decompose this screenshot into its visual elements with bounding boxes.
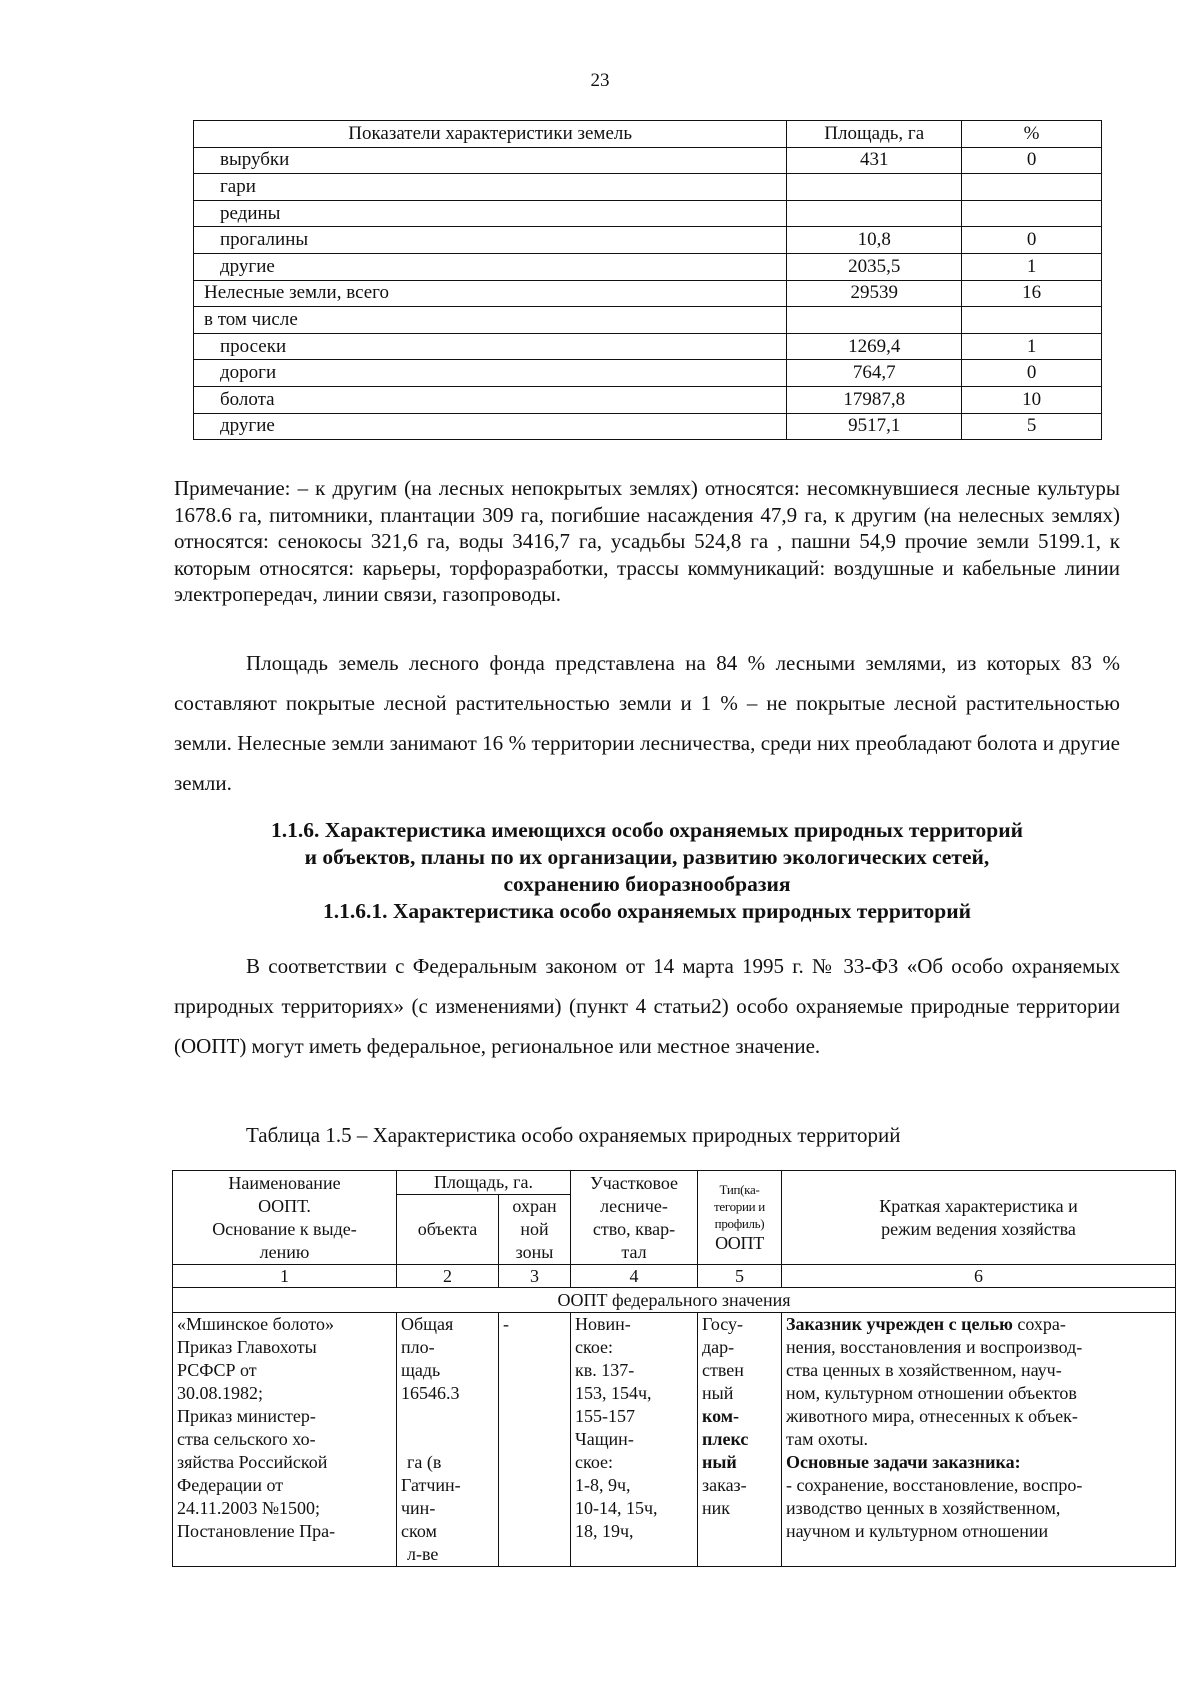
row-area: 9517,1 xyxy=(787,413,962,440)
row-area: 431 xyxy=(787,147,962,174)
row-percent: 16 xyxy=(962,280,1102,307)
row-percent: 1 xyxy=(962,253,1102,280)
row-area: 764,7 xyxy=(787,360,962,387)
row-area xyxy=(787,200,962,227)
table-row xyxy=(194,174,1102,201)
oopt-description-cell: Заказник учрежден с целью сохра- нения, восстановления и воспроизвод- ства ценных в хозяйственном, науч- ном, культурном отношении объектов животного мира, отнесенных к объек- там охоты. Основные задачи заказника: - сохранение, восстановление, воспро- изводство ценных в хозяйственном, научном и культурном отношении xyxy=(782,1313,1176,1567)
section-row xyxy=(173,1288,1176,1313)
row-label: редины xyxy=(194,200,787,227)
row-percent: 0 xyxy=(962,360,1102,387)
row-area: 17987,8 xyxy=(787,386,962,413)
table-row xyxy=(194,413,1102,440)
table-caption: Таблица 1.5 – Характеристика особо охраняемых природных территорий xyxy=(246,1123,901,1147)
header-name: Наименование ООПТ. Основание к выде- лению xyxy=(173,1171,397,1265)
section-label: ООПТ федерального значения xyxy=(173,1288,1176,1313)
law-paragraph xyxy=(174,946,1120,1066)
page-number: 23 xyxy=(590,70,610,91)
row-percent: 5 xyxy=(962,413,1102,440)
row-area: 1269,4 xyxy=(787,333,962,360)
column-number-row xyxy=(173,1265,1176,1288)
column-number: 3 xyxy=(499,1265,571,1288)
table-header-row xyxy=(173,1171,1176,1195)
header-percent: % xyxy=(962,121,1102,148)
paragraph-text: В соответствии с Федеральным законом от 14 марта 1995 г. № 33-ФЗ «Об особо охраняемых природных территориях» (с изменениями) (пункт 4 статьи2) особо охраняемые природные территории (ООПТ) могут иметь федеральное, региональное или местное значение. xyxy=(174,954,1120,1058)
row-label: просеки xyxy=(194,333,787,360)
header-zone-area: охран ной зоны xyxy=(499,1195,571,1265)
row-percent xyxy=(962,200,1102,227)
row-percent: 0 xyxy=(962,227,1102,254)
row-label: в том числе xyxy=(194,307,787,334)
table-row xyxy=(194,280,1102,307)
row-area: 29539 xyxy=(787,280,962,307)
row-area xyxy=(787,307,962,334)
header-type: Тип(ка- тегории и профиль) ООПТ xyxy=(698,1171,782,1265)
header-description: Краткая характеристика и режим ведения хозяйства xyxy=(782,1171,1176,1265)
row-label: Нелесные земли, всего xyxy=(194,280,787,307)
oopt-zone-cell: - xyxy=(499,1313,571,1567)
table-row xyxy=(194,307,1102,334)
oopt-table xyxy=(172,1170,1176,1567)
heading-line: 1.1.6. Характеристика имеющихся особо охраняемых природных территорий xyxy=(270,818,1024,842)
table-row xyxy=(194,227,1102,254)
row-label: прогалины xyxy=(194,227,787,254)
heading-line: сохранению биоразнообразия xyxy=(503,872,791,896)
row-percent xyxy=(962,174,1102,201)
table-row xyxy=(194,147,1102,174)
row-label: другие xyxy=(194,413,787,440)
row-label: другие xyxy=(194,253,787,280)
header-area: Площадь, га. xyxy=(397,1171,571,1195)
header-area: Площадь, га xyxy=(787,121,962,148)
row-label: болота xyxy=(194,386,787,413)
column-number: 6 xyxy=(782,1265,1176,1288)
header-object-area: объекта xyxy=(397,1195,499,1265)
oopt-area-cell: Общая пло- щадь 16546.3 га (в Гатчин- чин- ском л-ве xyxy=(397,1313,499,1567)
table-row xyxy=(194,360,1102,387)
table-row xyxy=(194,386,1102,413)
header-district: Участковое лесниче- ство, квар- тал xyxy=(571,1171,698,1265)
table-row xyxy=(173,1313,1176,1567)
header-indicator: Показатели характеристики земель xyxy=(194,121,787,148)
table-row xyxy=(194,253,1102,280)
note-paragraph: Примечание: – к другим (на лесных непокрытых землях) относятся: несомкнувшиеся лесные культуры 1678.6 га, питомники, плантации 309 га, погибшие насаждения 47,9 га, к другим (на нелесных землях) относятся: сенокосы 321,6 га, воды 3416,7 га, усадьбы 524,8 га , пашни 54,9 прочие земли 5199.1, к которым относятся: карьеры, торфоразработки, трассы коммуникаций: воздушные и кабельные линии электропередач, линии связи, газопроводы. xyxy=(174,476,1120,606)
table-header-row xyxy=(194,121,1102,148)
table-row xyxy=(194,333,1102,360)
row-label: гари xyxy=(194,174,787,201)
land-characteristics-table xyxy=(193,120,1102,440)
subsection-heading: 1.1.6.1. Характеристика особо охраняемых природных территорий xyxy=(323,899,971,923)
row-label: дороги xyxy=(194,360,787,387)
row-percent: 0 xyxy=(962,147,1102,174)
row-label: вырубки xyxy=(194,147,787,174)
column-number: 1 xyxy=(173,1265,397,1288)
row-area xyxy=(787,174,962,201)
paragraph-text: Площадь земель лесного фонда представлена на 84 % лесными землями, из которых 83 % составляют покрытые лесной растительностью земли и 1 % – не покрытые лесной растительностью земли. Нелесные земли занимают 16 % территории лесничества, среди них преобладают болота и другие земли. xyxy=(174,651,1120,795)
row-percent: 1 xyxy=(962,333,1102,360)
oopt-name-cell: «Мшинское болото» Приказ Главохоты РСФСР от 30.08.1982; Приказ министер- ства сельского хо- зяйства Российской Федерации от 24.11.2003 №1500; Постановление Пра- xyxy=(173,1313,397,1567)
forest-share-paragraph xyxy=(174,643,1120,803)
column-number: 2 xyxy=(397,1265,499,1288)
oopt-type-cell: Госу- дар- ствен ный ком- плекс ный заказ- ник xyxy=(698,1313,782,1567)
row-percent xyxy=(962,307,1102,334)
row-area: 2035,5 xyxy=(787,253,962,280)
column-number: 4 xyxy=(571,1265,698,1288)
column-number: 5 xyxy=(698,1265,782,1288)
row-area: 10,8 xyxy=(787,227,962,254)
oopt-district-cell: Новин- ское: кв. 137- 153, 154ч, 155-157 Чащин- ское: 1-8, 9ч, 10-14, 15ч, 18, 19ч, xyxy=(571,1313,698,1567)
heading-line: и объектов, планы по их организации, развитию экологических сетей, xyxy=(304,845,990,869)
row-percent: 10 xyxy=(962,386,1102,413)
table-row xyxy=(194,200,1102,227)
section-heading xyxy=(174,817,1120,925)
